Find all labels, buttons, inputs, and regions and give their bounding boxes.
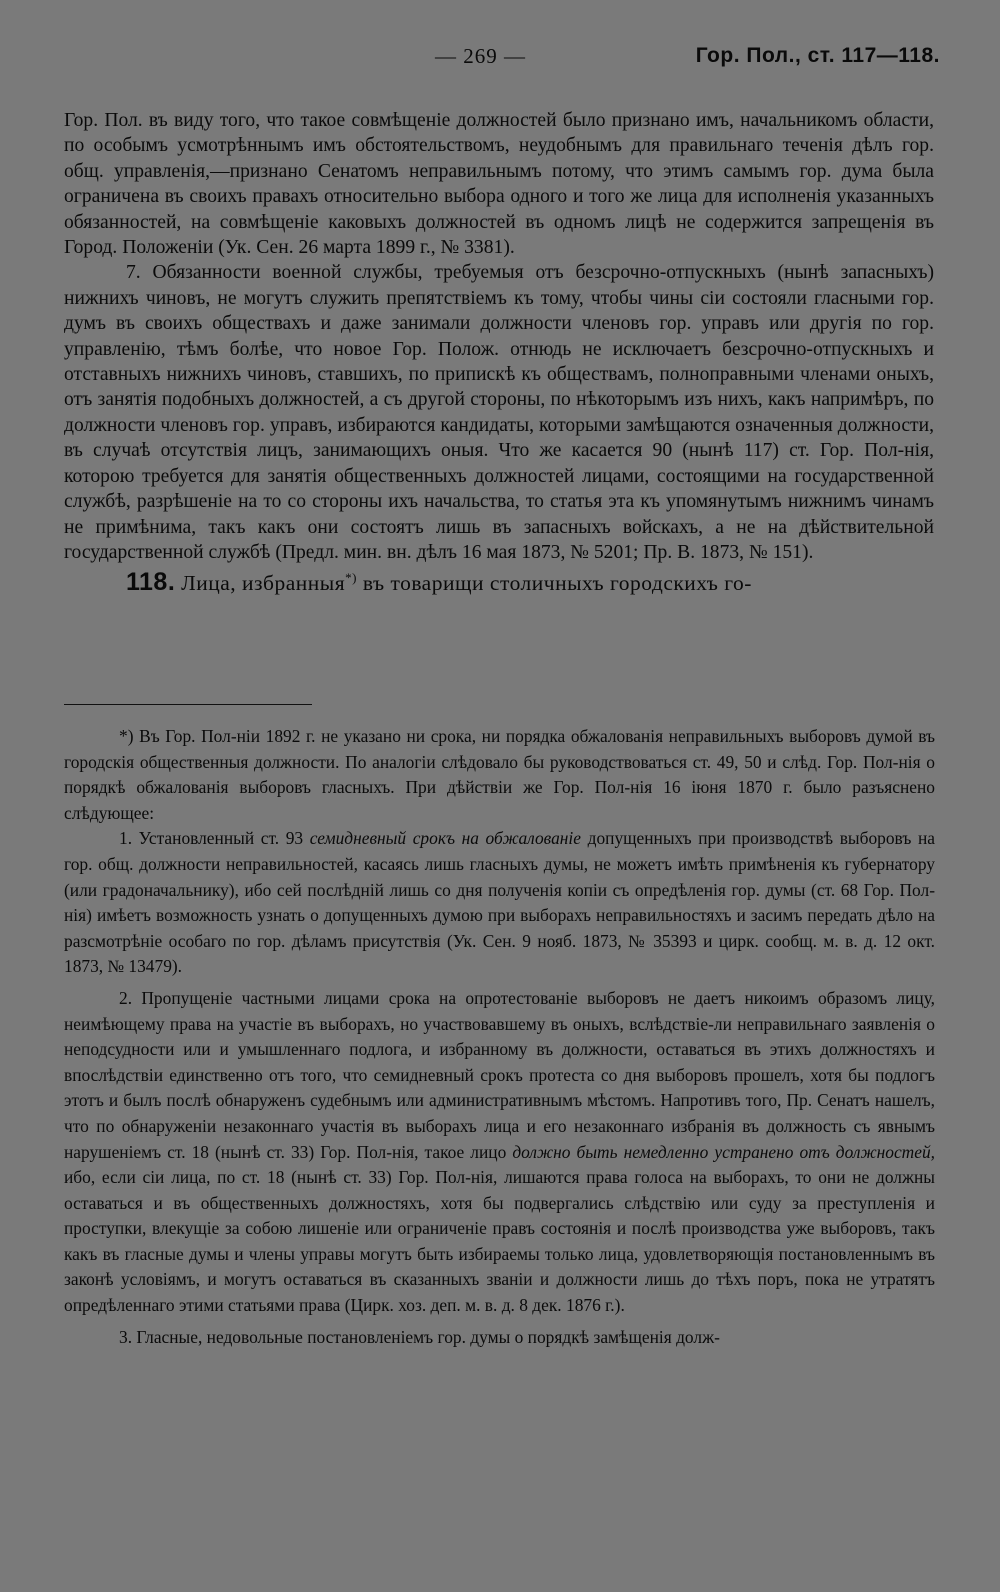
footnote-item-1-start: 1. Установленный ст. 93 xyxy=(119,828,304,849)
footnote-item-2-emphasis: должно быть немедленно устранено отъ должностей, xyxy=(512,1141,935,1162)
footnotes xyxy=(64,724,935,1350)
footnote-item-3: 3. Гласные, недовольные постановленіемъ гор. думы о порядкѣ замѣщенія долж- xyxy=(119,1326,720,1347)
section-118-heading xyxy=(64,567,934,598)
page-header xyxy=(60,44,940,74)
footnote-item-1-emphasis: семидневный срокъ на обжалованіе xyxy=(309,828,581,849)
footnote-intro xyxy=(64,724,935,826)
footnote-mark: *) xyxy=(119,726,134,746)
paragraph-continuation: Гор. Пол. въ виду того, что такое совмѣщеніе должностей было признано имъ, начальникомъ области, по особымъ усмотрѣннымъ имъ обстоятельствомъ, неудобнымъ для правильнаго теченія дѣлъ гор. общ. управленія,—признано Сенатомъ неправильнымъ потому, что этимъ самымъ гор. дума была ограничена въ своихъ правахъ относительно выбора одного и того же лица для исполненія указанныхъ обязанностей, на совмѣщеніе каковыхъ должностей въ одномъ лицѣ не содержится запрещенія въ Город. Положеніи (Ук. Сен. 26 марта 1899 г., № 3381). xyxy=(64,110,934,259)
section-text-end: въ товарищи столичныхъ городскихъ го- xyxy=(362,571,752,596)
footnote-item-2-start: 2. Пропущеніе частными лицами срока на опротестованіе выборовъ не даетъ никоимъ образомъ лицу, неимѣющему права на участіе въ выборахъ, но участвовавшему въ оныхъ, вслѣдствіе-ли неправильнаго заявленія о неподсудности или и умышленнаго подлога, и избранному въ должности, оставаться въ этихъ должностяхъ и впослѣдствіи единственно отъ того, что семидневный срокъ протеста со дня выборовъ прошелъ, хотя бы подлогъ этотъ и былъ послѣ обнаруженъ судебнымъ или административнымъ мѣстомъ. Напротивъ того, Пр. Сенатъ нашелъ, что по обнаруженіи незаконнаго участія въ выборахъ лица и его незаконнаго избранія въ должность съ явнымъ нарушеніемъ ст. 18 (нынѣ ст. 33) Гор. Пол-нія, такое лицо xyxy=(64,987,935,1162)
footnote-item-1-end: допущенныхъ при производствѣ выборовъ на гор. общ. должности неправильностей, касаясь лишь гласныхъ думы, не можетъ имѣть примѣненія къ губернатору (или градоначальнику), ибо сей послѣдній лишь со дня полученія копіи съ опредѣленія гор. думы (ст. 68 Гор. Пол-нія) имѣетъ возможность узнать о допущенныхъ думою при выборахъ неправильностяхъ и засимъ передать дѣло на разсмотрѣніе особаго по гор. дѣламъ присутствія (Ук. Сен. 9 нояб. 1873, № 35393 и цирк. сообщ. м. в. д. 12 окт. 1873, № 13479). xyxy=(64,828,935,977)
footnote-item-1 xyxy=(64,826,935,980)
section-number: 118. xyxy=(126,568,176,597)
footnote-item-2-end: ибо, если сіи лица, по ст. 18 (нынѣ ст. 33) Гор. Пол-нія, лишаются права голоса на выборахъ, то они не должны оставаться и въ общественныхъ должностяхъ, хотя бы подвергались слѣдствію или суду за преступленія и проступки, влекущіе за собою лишеніе или ограниченіе правъ состоянія и послѣ производства уже выборовъ, такъ какъ въ гласные думы и члены управы могутъ быть избираемы только лица, удовлетворяющія постановленнымъ въ законѣ условіямъ, и могутъ оставаться въ сказанныхъ званіи и должности лишь до тѣхъ поръ, пока не утратятъ опредѣленнаго этими статьями права (Цирк. хоз. деп. м. в. д. 8 дек. 1876 г.). xyxy=(64,1167,935,1316)
footnote-item-2 xyxy=(64,986,935,1319)
running-head: Гор. Пол., ст. 117—118. xyxy=(695,44,940,67)
footnote-divider xyxy=(64,704,312,705)
main-text xyxy=(64,108,934,598)
section-text-start: Лица, избранныя xyxy=(181,571,346,596)
page-number: — 269 — xyxy=(435,44,526,68)
footnote-intro-text: Въ Гор. Пол-ніи 1892 г. не указано ни срока, ни порядка обжалованія неправильныхъ выборовъ думой въ городскія общественныя должности. По аналогіи слѣдовало бы руководствоваться ст. 49, 50 и слѣд. Гор. Пол-нія о порядкѣ обжалованія выборовъ гласныхъ. При дѣйствіи же Гор. Пол-нія 16 іюня 1870 г. было разъяснено слѣдующее: xyxy=(64,726,935,823)
paragraph-item-7: 7. Обязанности военной службы, требуемыя отъ безсрочно-отпускныхъ (нынѣ запасныхъ) нижнихъ чиновъ, не могутъ служить препятствіемъ къ тому, чтобы чины сіи состояли гласными гор. думъ въ своихъ обществахъ и даже занимали должности членовъ гор. управъ или другія по гор. управленію, тѣмъ болѣе, что новое Гор. Полож. отнюдь не исключаетъ безсрочно-отпускныхъ и отставныхъ нижнихъ чиновъ, ставшихъ, по припискѣ къ обществамъ, полноправными членами оныхъ, отъ занятія подобныхъ должностей, а съ другой стороны, по нѣкоторымъ изъ нихъ, какъ напримѣръ, по должности членовъ гор. управъ, избираются кандидаты, которыми замѣщаются означенныя должности, въ случаѣ отсутствія лицъ, занимающихъ оныя. Что же касается 90 (нынѣ 117) ст. Гор. Пол-нія, которою требуется для занятія общественныхъ должностей лицами, состоящими на государственной службѣ, разрѣшеніе на то со стороны ихъ начальства, то статья эта къ упомянутымъ нижнимъ чинамъ не примѣнима, такъ какъ они состоятъ лишь въ запасныхъ войскахъ, а не на дѣйствительной государственной службѣ (Предл. мин. вн. дѣлъ 16 мая 1873, № 5201; Пр. В. 1873, № 151). xyxy=(64,262,934,563)
footnote-reference[interactable]: *) xyxy=(345,570,357,586)
